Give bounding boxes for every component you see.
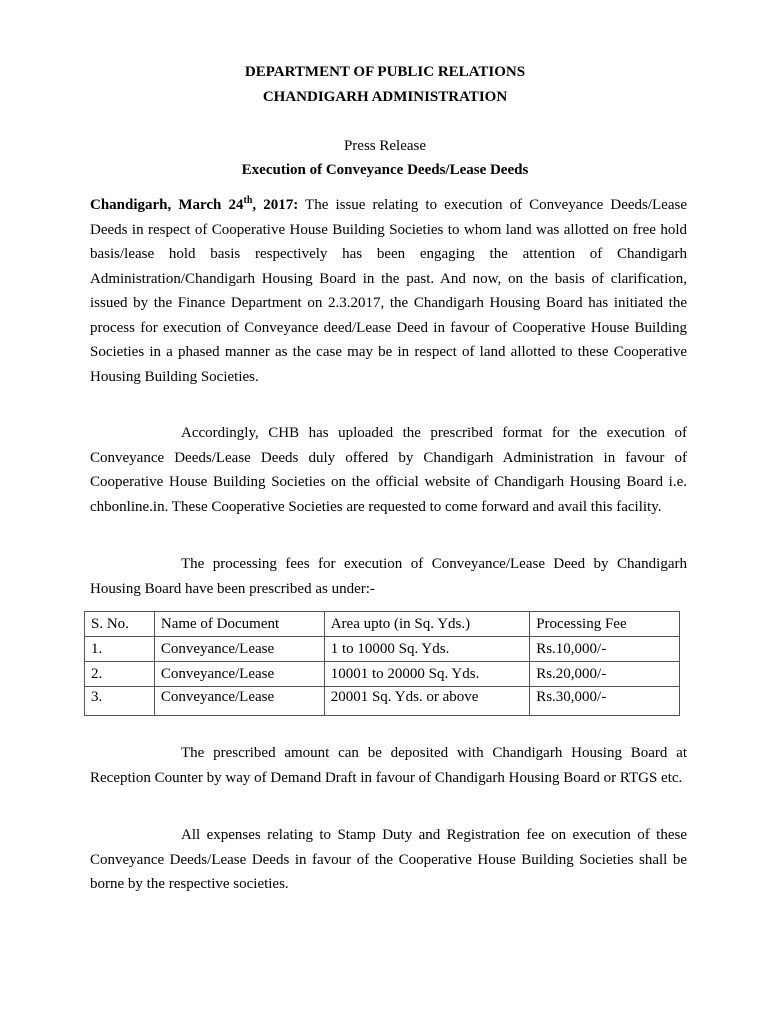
- table-header-cell: S. No.: [85, 612, 155, 637]
- table-cell: Rs.30,000/-: [530, 687, 680, 716]
- dateline-prefix: Chandigarh, March 24: [90, 197, 244, 213]
- dateline: [90, 197, 298, 213]
- release-title: Execution of Conveyance Deeds/Lease Deeds: [241, 162, 529, 178]
- table-cell: 2.: [85, 662, 155, 687]
- table-header-cell: Name of Document: [154, 612, 324, 637]
- table-cell: Conveyance/Lease: [154, 687, 324, 716]
- paragraph-fees-intro: The processing fees for execution of Conveyance/Lease Deed by Chandigarh Housing Board have been prescribed as under:-: [90, 556, 687, 597]
- table-header-cell: Processing Fee: [530, 612, 680, 637]
- paragraph-intro-body: The issue relating to execution of Conveyance Deeds/Lease Deeds in respect of Cooperative House Building Societies to whom land was allotted on free hold basis/lease hold basis respectively has been engaging the attention of Chandigarh Administration/Chandigarh Housing Board in the past. And now, on the basis of clarification, issued by the Finance Department on 2.3.2017, the Chandigarh Housing Board has initiated the process for execution of Conveyance deed/Lease Deed in favour of Cooperative House Building Societies in a phased manner as the case may be in respect of land allotted to these Cooperative Housing Building Societies.: [90, 197, 687, 385]
- processing-fee-table: [84, 611, 680, 716]
- table-cell: 10001 to 20000 Sq. Yds.: [324, 662, 530, 687]
- table-header-cell: Area upto (in Sq. Yds.): [324, 612, 530, 637]
- table-cell: Rs.10,000/-: [530, 637, 680, 662]
- administration-heading: CHANDIGARH ADMINISTRATION: [262, 89, 508, 105]
- table-cell: Rs.20,000/-: [530, 662, 680, 687]
- release-type: Press Release: [343, 138, 427, 154]
- table-cell: 1 to 10000 Sq. Yds.: [324, 637, 530, 662]
- table-row: [85, 637, 680, 662]
- paragraph-upload: Accordingly, CHB has uploaded the prescribed format for the execution of Conveyance Deeds/Lease Deeds duly offered by Chandigarh Administration in favour of Cooperative House Building Societies on the official website of Chandigarh Housing Board i.e. chbonline.in. These Cooperative Societies are requested to come forward and avail this facility.: [90, 425, 687, 515]
- table-row: [85, 662, 680, 687]
- table-row: [85, 687, 680, 716]
- table-cell: 20001 Sq. Yds. or above: [324, 687, 530, 716]
- paragraph-intro: [90, 193, 687, 389]
- table-cell: 3.: [85, 687, 155, 716]
- paragraph-deposit: The prescribed amount can be deposited with Chandigarh Housing Board at Reception Counter by way of Demand Draft in favour of Chandigarh Housing Board or RTGS etc.: [90, 745, 687, 786]
- table-cell: 1.: [85, 637, 155, 662]
- table-cell: Conveyance/Lease: [154, 637, 324, 662]
- table-header-row: [85, 612, 680, 637]
- paragraph-expenses: All expenses relating to Stamp Duty and Registration fee on execution of these Conveyance Deeds/Lease Deeds in favour of the Cooperative House Building Societies shall be borne by the respective societies.: [90, 827, 687, 892]
- dateline-year: , 2017:: [252, 197, 299, 213]
- table-cell: Conveyance/Lease: [154, 662, 324, 687]
- department-heading: DEPARTMENT OF PUBLIC RELATIONS: [244, 64, 526, 80]
- dateline-suffix-ordinal: th: [243, 195, 253, 206]
